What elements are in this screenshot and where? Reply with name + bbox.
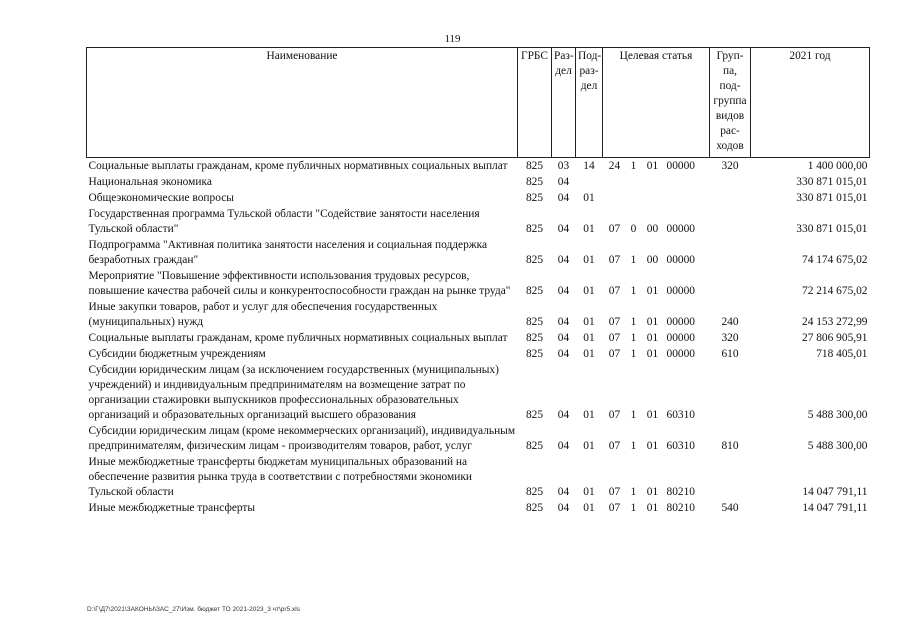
row-cs-event [641,174,665,190]
row-razdel: 04 [557,285,570,297]
row-razdel: 04 [557,502,570,514]
row-cs-program: 24 [608,160,621,172]
row-cs-event: 01 [646,409,659,421]
table-row [87,330,870,346]
row-name: Иные межбюджетные трансферты бюджетам муниципальных образований на обеспечение развития рынка труда в соответствии с потребностями экономики Тульской области [88,456,472,498]
row-amount: 5 488 300,00 [807,440,868,452]
row-cs-program: 07 [608,254,621,266]
row-cs-subprogram: 1 [630,348,637,360]
table-row [87,500,870,516]
row-cs-event: 01 [646,348,659,360]
row-amount: 330 871 015,01 [796,223,868,235]
row-cs-program: 07 [608,223,621,235]
row-grbs: 825 [525,160,544,172]
row-name: Субсидии бюджетным учреждениям [88,348,266,360]
row-cs-event: 01 [646,160,659,172]
row-vid-rashodov [710,206,751,237]
row-podrazdel: 14 [583,160,595,172]
header-gruppa-vidov-rashodov: Груп- па, под- группа видов рас- ходов [710,48,751,158]
row-amount: 14 047 791,11 [802,486,868,498]
row-vid-rashodov [710,190,751,206]
row-cs-direction: 80210 [666,502,695,514]
row-name: Социальные выплаты гражданам, кроме публичных нормативных социальных выплат [88,332,508,344]
budget-table [86,47,870,516]
header-name: Наименование [87,48,518,158]
row-cs-event: 00 [646,223,659,235]
row-name: Иные закупки товаров, работ и услуг для обеспечения государственных (муниципальных) нужд [88,301,438,328]
row-grbs: 825 [525,502,544,514]
row-razdel: 04 [557,223,570,235]
row-cs-program [603,174,627,190]
row-razdel: 04 [557,348,570,360]
row-cs-program: 07 [608,332,621,344]
table-row [87,299,870,330]
table-row [87,268,870,299]
row-razdel: 04 [557,254,570,266]
row-razdel: 04 [557,316,570,328]
row-grbs: 825 [525,486,544,498]
row-cs-direction: 00000 [666,285,695,297]
row-podrazdel: 01 [583,348,595,360]
row-amount: 24 153 272,99 [802,316,868,328]
row-cs-subprogram: 1 [630,409,637,421]
row-cs-direction: 00000 [666,348,695,360]
row-vid-rashodov: 240 [721,316,739,328]
row-podrazdel: 01 [583,223,595,235]
row-name: Субсидии юридическим лицам (кроме некоммерческих организаций), индивидуальным предпринимателям, физическим лицам - производителям товаров, работ, услуг [88,425,516,452]
row-cs-event: 00 [646,254,659,266]
row-grbs: 825 [525,348,544,360]
row-amount: 74 174 675,02 [802,254,868,266]
row-name: Государственная программа Тульской области "Содействие занятости населения Тульской области" [88,208,480,235]
row-vid-rashodov [710,268,751,299]
row-cs-program: 07 [608,285,621,297]
row-name: Общеэкономические вопросы [88,192,234,204]
row-cs-program [603,190,627,206]
row-grbs: 825 [525,223,544,235]
header-razdel: Раз- дел [552,48,576,158]
row-name: Мероприятие "Повышение эффективности использования трудовых ресурсов, повышение качества рабочей силы и конкурентоспособности граждан на рынке труда" [88,270,511,297]
row-podrazdel: 01 [583,332,595,344]
row-cs-direction: 60310 [666,440,695,452]
table-row [87,206,870,237]
row-vid-rashodov: 320 [721,332,739,344]
row-cs-subprogram [627,190,641,206]
row-podrazdel [576,174,603,190]
row-podrazdel: 01 [583,409,595,421]
row-vid-rashodov [710,362,751,423]
row-podrazdel: 01 [583,254,595,266]
row-podrazdel: 01 [583,316,595,328]
row-razdel: 04 [557,440,570,452]
row-grbs: 825 [525,332,544,344]
row-cs-direction: 60310 [666,409,695,421]
row-vid-rashodov: 320 [721,160,739,172]
row-cs-direction [665,190,710,206]
row-cs-direction: 00000 [666,254,695,266]
row-cs-direction: 00000 [666,332,695,344]
row-cs-program: 07 [608,409,621,421]
row-vid-rashodov: 610 [721,348,739,360]
row-cs-subprogram: 1 [630,254,637,266]
row-razdel: 04 [557,192,570,204]
row-grbs: 825 [525,316,544,328]
row-cs-program: 07 [608,348,621,360]
row-cs-subprogram: 1 [630,285,637,297]
row-cs-program: 07 [608,502,621,514]
row-amount: 27 806 905,91 [802,332,868,344]
row-podrazdel: 01 [583,285,595,297]
row-cs-subprogram: 1 [630,502,637,514]
table-row [87,158,870,175]
table-row [87,362,870,423]
row-vid-rashodov: 540 [721,502,739,514]
row-cs-direction [665,174,710,190]
row-cs-event: 01 [646,285,659,297]
row-cs-event: 01 [646,440,659,452]
header-year: 2021 год [751,48,870,158]
row-podrazdel: 01 [583,440,595,452]
row-name: Субсидии юридическим лицам (за исключением государственных (муниципальных) учреждений) и индивидуальным предпринимателям на возмещение затрат по организации стажировки выпускников профессиональных образовательных организаций и образовательных организаций высшего образования [88,364,499,421]
row-cs-program: 07 [608,486,621,498]
header-podrazdel: Под- раз- дел [576,48,603,158]
row-razdel: 03 [557,160,570,172]
row-amount: 718 405,01 [816,348,868,360]
row-cs-program: 07 [608,316,621,328]
header-celevaya-statya: Целевая статья [603,48,710,158]
row-cs-direction: 80210 [666,486,695,498]
row-amount: 330 871 015,01 [796,176,868,188]
row-vid-rashodov [710,237,751,268]
row-podrazdel: 01 [583,486,595,498]
row-cs-direction: 00000 [666,160,695,172]
file-path-footer: D:\Г\Д7\2021\ЗАКОНЫ\ЗАС_27\Изм. бюджет ТО 2021-2023_3 чт\pr5.xls [87,606,300,613]
row-cs-subprogram: 0 [630,223,637,235]
page-number: 119 [444,33,461,45]
row-name: Иные межбюджетные трансферты [88,502,256,514]
row-cs-event: 01 [646,486,659,498]
table-row [87,346,870,362]
row-cs-subprogram: 1 [630,440,637,452]
row-amount: 1 400 000,00 [807,160,868,172]
row-grbs: 825 [525,440,544,452]
row-cs-subprogram: 1 [630,486,637,498]
row-razdel: 04 [557,176,570,188]
row-grbs: 825 [525,176,544,188]
row-razdel: 04 [557,409,570,421]
row-vid-rashodov: 810 [721,440,739,452]
row-name: Национальная экономика [88,176,212,188]
row-name: Подпрограмма "Активная политика занятости населения и социальная поддержка безработных граждан" [88,239,488,266]
row-cs-direction: 00000 [666,223,695,235]
table-row [87,423,870,454]
row-cs-event: 01 [646,502,659,514]
table-row [87,190,870,206]
row-amount: 5 488 300,00 [807,409,868,421]
table-row [87,174,870,190]
row-cs-event: 01 [646,316,659,328]
row-grbs: 825 [525,285,544,297]
row-podrazdel: 01 [583,192,595,204]
row-cs-event: 01 [646,332,659,344]
row-amount: 72 214 675,02 [802,285,868,297]
row-grbs: 825 [525,192,544,204]
row-cs-subprogram: 1 [630,332,637,344]
row-grbs: 825 [525,409,544,421]
row-grbs: 825 [525,254,544,266]
row-cs-subprogram [627,174,641,190]
row-name: Социальные выплаты гражданам, кроме публичных нормативных социальных выплат [88,160,508,172]
row-razdel: 04 [557,332,570,344]
row-podrazdel: 01 [583,502,595,514]
row-amount: 330 871 015,01 [796,192,868,204]
row-amount: 14 047 791,11 [802,502,868,514]
row-cs-event [641,190,665,206]
table-row [87,237,870,268]
header-grbs: ГРБС [518,48,552,158]
row-vid-rashodov [710,454,751,500]
row-cs-direction: 00000 [666,316,695,328]
row-vid-rashodov [710,174,751,190]
table-header-row [87,48,870,158]
row-razdel: 04 [557,486,570,498]
row-cs-program: 07 [608,440,621,452]
row-cs-subprogram: 1 [630,160,637,172]
row-cs-subprogram: 1 [630,316,637,328]
table-row [87,454,870,500]
